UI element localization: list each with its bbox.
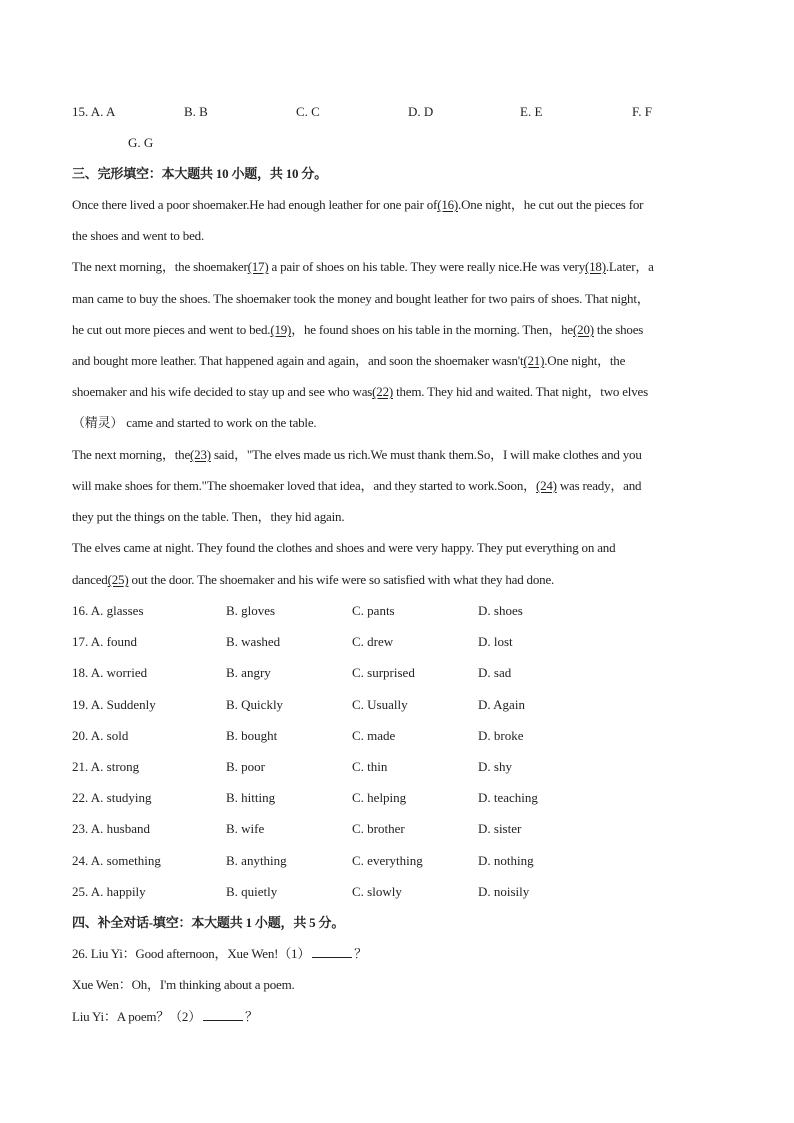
blank-number: (19) [270, 322, 292, 337]
option-d: D. noisily [478, 884, 530, 899]
passage-line [72, 258, 654, 276]
option-c: C. slowly [352, 884, 402, 899]
passage-line [72, 446, 642, 464]
dialogue-line-1-text: 26. Liu Yi：Good afternoon，Xue Wen!（1） [72, 946, 311, 961]
blank-number: (17) [247, 259, 269, 274]
q15-option-f: F. F [632, 104, 652, 119]
passage-line [72, 571, 554, 589]
passage-line [72, 196, 643, 214]
q15-option-c: C. C [296, 104, 320, 119]
option-row-label: 24. A. something [72, 853, 161, 868]
passage-text: Once there lived a poor shoemaker.He had enough leather for one pair of [72, 197, 438, 212]
passage-text: .One night，he cut out the pieces for [458, 197, 644, 212]
passage-text: a pair of shoes on his table. They were really nice.He was very [268, 259, 585, 274]
option-b: B. hitting [226, 790, 276, 805]
q15-option-a: 15. A. A [72, 104, 116, 119]
passage-line [72, 290, 650, 308]
passage-text: the shoes [593, 322, 644, 337]
passage-text: they put the things on the table. Then，they hid again. [72, 509, 345, 524]
passage-text: The next morning，the [72, 447, 191, 462]
option-c: C. helping [352, 790, 407, 805]
q15-option-g: G. G [128, 135, 154, 150]
passage-text: he cut out more pieces and went to bed. [72, 322, 271, 337]
option-c: C. everything [352, 853, 423, 868]
option-row-label: 21. A. strong [72, 759, 140, 774]
option-b: B. gloves [226, 603, 276, 618]
passage-text: man came to buy the shoes. The shoemaker took the money and bought leather for two pairs of shoes. That night， [72, 291, 650, 306]
passage-text: out the door. The shoemaker and his wife were so satisfied with what they had done. [128, 572, 555, 587]
q15-option-e: E. E [520, 104, 543, 119]
option-d: D. shy [478, 759, 512, 774]
q15-option-b: B. B [184, 104, 208, 119]
blank-number: (20) [573, 322, 594, 337]
passage-text: The elves came at night. They found the clothes and shoes and were very happy. They put everything on and [72, 540, 616, 555]
option-row-label: 22. A. studying [72, 790, 152, 805]
section-heading-cloze: 三、完形填空：本大题共 10 小题，共 10 分。 [72, 166, 328, 181]
passage-line [72, 477, 641, 495]
dialogue-line-1-end: ？ [354, 946, 367, 961]
option-d: D. nothing [478, 853, 534, 868]
passage-line [72, 508, 344, 526]
option-d: D. broke [478, 728, 524, 743]
option-b: B. angry [226, 665, 271, 680]
passage-text: and bought more leather. That happened again and again，and soon the shoemaker wasn't [72, 353, 524, 368]
blank-number: (16) [437, 197, 459, 212]
passage-text: .One night，the [544, 353, 626, 368]
blank-number: (21) [523, 353, 545, 368]
dialogue-line-2: Xue Wen：Oh，I'm thinking about a poem. [72, 977, 295, 992]
option-row-label: 16. A. glasses [72, 603, 144, 618]
blank-number: (24) [535, 478, 557, 493]
option-c: C. thin [352, 759, 388, 774]
option-c: C. Usually [352, 697, 408, 712]
blank-number: (22) [372, 384, 394, 399]
passage-line [72, 352, 625, 370]
option-b: B. anything [226, 853, 287, 868]
dialogue-line-1 [72, 945, 367, 963]
option-row-label: 23. A. husband [72, 821, 150, 836]
passage-text: danced [72, 572, 108, 587]
option-b: B. poor [226, 759, 265, 774]
option-d: D. sister [478, 821, 522, 836]
option-c: C. made [352, 728, 396, 743]
option-b: B. bought [226, 728, 278, 743]
option-row-label: 18. A. worried [72, 665, 148, 680]
passage-text: will make shoes for them."The shoemaker loved that idea，and they started to work.Soon， [72, 478, 536, 493]
option-c: C. brother [352, 821, 405, 836]
dialogue-line-3-text: Liu Yi：A poem？（2） [72, 1009, 202, 1024]
passage-line [72, 414, 316, 432]
passage-text: was ready，and [556, 478, 642, 493]
blank-number: (18) [585, 259, 606, 274]
option-row-label: 17. A. found [72, 634, 137, 649]
option-b: B. Quickly [226, 697, 284, 712]
option-b: B. washed [226, 634, 281, 649]
passage-text: said，"The elves made us rich.We must thank them.So，I will make clothes and you [210, 447, 642, 462]
option-b: B. quietly [226, 884, 278, 899]
dialogue-line-3-end: ？ [245, 1009, 258, 1024]
passage-text: .Later，a [605, 259, 654, 274]
option-row-label: 20. A. sold [72, 728, 129, 743]
option-c: C. surprised [352, 665, 415, 680]
option-b: B. wife [226, 821, 265, 836]
option-d: D. teaching [478, 790, 538, 805]
option-c: C. pants [352, 603, 395, 618]
option-row-label: 19. A. Suddenly [72, 697, 156, 712]
passage-text: shoemaker and his wife decided to stay up and see who was [72, 384, 373, 399]
section-heading-dialogue: 四、补全对话-填空：本大题共 1 小题，共 5 分。 [72, 915, 345, 930]
blank-number: (25) [107, 572, 129, 587]
blank-number: (23) [190, 447, 211, 462]
option-d: D. shoes [478, 603, 523, 618]
passage-text: them. They hid and waited. That night，two elves [393, 384, 648, 399]
option-d: D. sad [478, 665, 512, 680]
passage-line [72, 227, 204, 245]
passage-text: the shoes and went to bed. [72, 228, 204, 243]
answer-blank-2[interactable] [203, 1008, 243, 1021]
option-d: D. Again [478, 697, 525, 712]
passage-line [72, 321, 643, 339]
passage-line [72, 383, 648, 401]
answer-blank-1[interactable] [312, 945, 352, 958]
passage-text: （精灵） came and started to work on the table. [72, 415, 317, 430]
option-d: D. lost [478, 634, 513, 649]
option-row-label: 25. A. happily [72, 884, 146, 899]
passage-text: The next morning，the shoemaker [72, 259, 248, 274]
option-c: C. drew [352, 634, 394, 649]
q15-option-d: D. D [408, 104, 434, 119]
dialogue-line-3 [72, 1008, 258, 1026]
passage-text: ，he found shoes on his table in the morning. Then，he [291, 322, 574, 337]
passage-line [72, 539, 615, 557]
